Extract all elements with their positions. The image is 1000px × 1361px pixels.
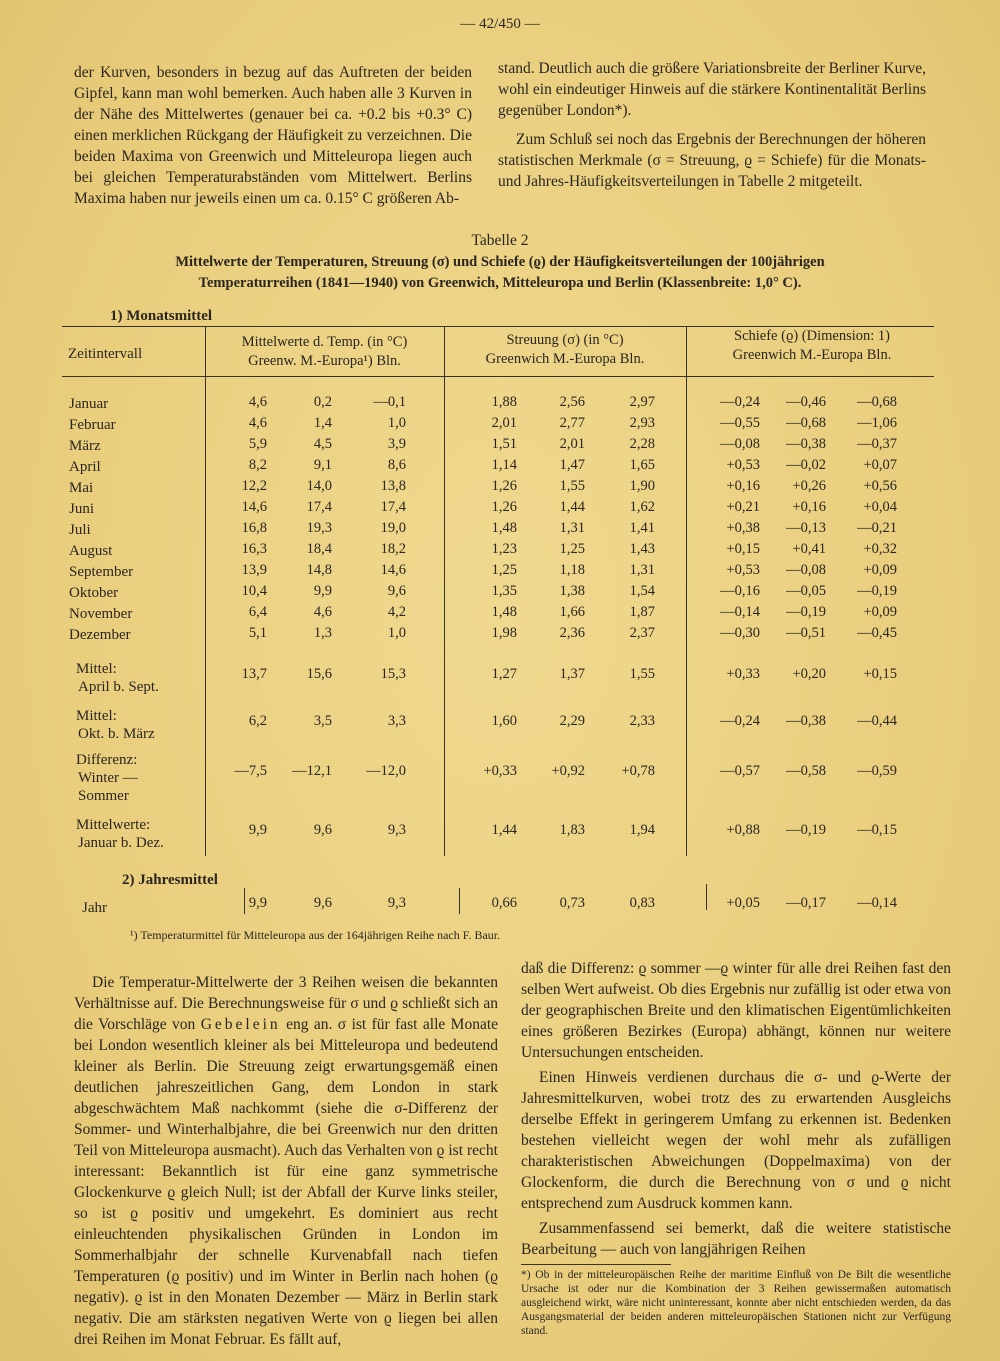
table-cell: 2,36 xyxy=(559,625,585,641)
header-schiefe-stations: Greenwich M.-Europa Bln. xyxy=(732,347,892,363)
table-cell: 0,73 xyxy=(559,895,585,911)
table-cell: —0,68 xyxy=(786,415,826,431)
table-cell: 1,38 xyxy=(559,583,585,599)
table-cell: 6,4 xyxy=(248,604,267,620)
table-cell: —0,14 xyxy=(720,604,760,620)
table-cell: —0,05 xyxy=(786,583,826,599)
table-cell: 4,6 xyxy=(313,604,332,620)
column-divider xyxy=(686,326,687,856)
table-cell: 5,1 xyxy=(248,625,267,641)
table-cell: 2,28 xyxy=(629,436,655,452)
table-cell: 1,55 xyxy=(559,478,585,494)
table-cell: 1,26 xyxy=(491,499,517,515)
page-footnote: *) Ob in der mitteleuropäischen Reihe der maritime Einfluß von De Bilt die wesentliche Ursache ist oder nur die Kombination der 3 Reihen gewissermaßen automatisch ausgleichend wirkt, wäre nicht uninteressant, konnte aber nicht entschieden werden, da das Ausgangsmaterial der beiden anderen mitteleuropäischen Stationen nicht zur Verfügung stand. xyxy=(521,1269,951,1337)
table-cell: 1,0 xyxy=(387,625,406,641)
table-cell: 10,4 xyxy=(241,583,267,599)
table-cell: 1,31 xyxy=(629,562,655,578)
table-cell: 1,31 xyxy=(559,520,585,536)
bottom-left-column xyxy=(74,972,498,1350)
table-cell: 16,8 xyxy=(241,520,267,536)
table-cell: 9,1 xyxy=(313,457,332,473)
table-cell: 19,0 xyxy=(380,520,406,536)
table-cell: 1,43 xyxy=(629,541,655,557)
table-cell: 1,35 xyxy=(491,583,517,599)
table-cell: —0,19 xyxy=(786,604,826,620)
table-cell: 5,9 xyxy=(248,436,267,452)
table-cell: +0,09 xyxy=(863,604,897,620)
table-cell: —0,46 xyxy=(786,394,826,410)
paragraph: der Kurven, besonders in bezug auf das Auftreten der beiden Gipfel, kann man wohl bemerken. Auch haben alle 3 Kurven in der Nähe des Mittelwertes (genauer bei ca. +0.2 bis +0.3° C) einen merklichen Rückgang der Häufigkeit zu verzeichnen. Die beiden Maxima von Greenwich und Mitteleuropa liegen auch bei gleichen Temperaturabständen vom Mittelwert. Berlins Maxima haben nur jeweils einen um ca. 0.15° C größeren Ab- xyxy=(74,64,472,207)
table-cell: —0,24 xyxy=(720,713,760,729)
table-cell: 2,77 xyxy=(559,415,585,431)
top-right-column xyxy=(498,58,926,192)
table-cell: +0,88 xyxy=(726,822,760,838)
table-cell: 1,23 xyxy=(491,541,517,557)
table-cell: +0,38 xyxy=(726,520,760,536)
table-cell: —0,38 xyxy=(786,436,826,452)
table-cell: 1,87 xyxy=(629,604,655,620)
table-cell: 9,6 xyxy=(313,895,332,911)
table-title-line-2: Temperaturreihen (1841—1940) von Greenwich, Mitteleuropa und Berlin (Klassenbreite: 1,0° C). xyxy=(198,275,802,291)
table-cell: —0,21 xyxy=(857,520,897,536)
table-cell: 13,7 xyxy=(241,666,267,682)
row-label: Januar xyxy=(69,396,109,412)
column-divider xyxy=(205,326,206,856)
table-cell: +0,53 xyxy=(726,457,760,473)
table-cell: 15,3 xyxy=(380,666,406,682)
table-cell: 0,2 xyxy=(313,394,332,410)
table-cell: 1,88 xyxy=(491,394,517,410)
table-cell: 9,3 xyxy=(387,822,406,838)
table-cell: 1,25 xyxy=(559,541,585,557)
table-cell: —0,24 xyxy=(720,394,760,410)
table-cell: 9,6 xyxy=(387,583,406,599)
table-cell: 1,4 xyxy=(313,415,332,431)
table-cell: +0,33 xyxy=(726,666,760,682)
table-label: Tabelle 2 xyxy=(471,232,529,249)
paragraph: Einen Hinweis verdienen durchaus die σ- und ϱ-Werte der Jahresmittelkurven, wobei trotz des zu erwartenden Ausgleichs derselbe Effekt in geringerem Umfang zu erkennen ist. Bedenken bestehen vielleicht wegen der wohl mehr als zufälligen charakteristischen Abweichungen (Doppelmaxima) von der Glockenform, die durch die Berechnung von σ und ϱ nicht entsprechend zum Ausdruck kommen kann. xyxy=(521,1069,951,1212)
header-schiefe: Schiefe (ϱ) (Dimension: 1) xyxy=(734,328,890,344)
table-cell: +0,53 xyxy=(726,562,760,578)
table-cell: —12,1 xyxy=(292,763,332,779)
table-cell: —0,51 xyxy=(786,625,826,641)
paragraph-text: eng an. σ ist für fast alle Monate bei London wesentlich kleiner als bei Mitteleuropa und bedeutend kleiner als Berlin. Die Streuung zeigt erwartungsgemäß einen deutlichen jahreszeitlichen Gang, dem London in stark abgeschwächtem Maß nachkommt (siehe die σ-Differenz der Sommer- und Winterhalbjahre, die bei Greenwich nur den dritten Teil von Mitteleuropa ausmacht). Auch das Verhalten von ϱ ist recht interessant: Bekanntlich ist für eine ganz symmetrische Glockenkurve ϱ gleich Null; ist der Abfall der Kurve links steiler, so ist ϱ positiv und umgekehrt. Es dominiert aus recht einleuchtenden physikalischen Gründen in London im Sommerhalbjahr der schnelle Kurvenabfall nach tiefen Temperaturen (ϱ positiv) und im Winter in Berlin nach hohen (ϱ negativ). ϱ ist in den Monaten Dezember — März in Berlin stark negativ. Die am stärksten negativen Werte von ϱ liegen bei allen drei Reihen im Monat Februar. Es fällt auf, xyxy=(74,1016,499,1348)
table-cell: 6,2 xyxy=(248,713,267,729)
table-cell: 2,01 xyxy=(491,415,517,431)
paragraph: daß die Differenz: ϱ sommer —ϱ winter für alle drei Reihen fast den selben Wert aufweist. Ob dies Ergebnis nur zufällig ist oder etwa von der geographischen Breite und den klimatischen Eigentümlichkeiten eines größeren Bezirkes (Europa) abhängt, können nur weitere Untersuchungen entscheiden. xyxy=(521,960,951,1061)
table-cell: 1,83 xyxy=(559,822,585,838)
table-cell: —0,13 xyxy=(786,520,826,536)
header-streuung-stations: Greenwich M.-Europa Bln. xyxy=(485,351,645,367)
table-cell: —0,19 xyxy=(786,822,826,838)
table-cell: 1,90 xyxy=(629,478,655,494)
table-cell: 1,48 xyxy=(491,520,517,536)
table-cell: 1,37 xyxy=(559,666,585,682)
row-label: Differenz: xyxy=(76,752,138,768)
table-cell: 2,37 xyxy=(629,625,655,641)
row-label: November xyxy=(69,606,133,622)
table-cell: —0,08 xyxy=(720,436,760,452)
row-label: Mai xyxy=(69,480,94,496)
table-cell: —0,08 xyxy=(786,562,826,578)
table-cell: —0,19 xyxy=(857,583,897,599)
bottom-right-column xyxy=(521,958,951,1338)
column-divider xyxy=(459,888,460,914)
table-cell: —0,38 xyxy=(786,713,826,729)
table-cell: 1,0 xyxy=(387,415,406,431)
table-cell: +0,20 xyxy=(792,666,826,682)
table-cell: —0,14 xyxy=(857,895,897,911)
top-left-column xyxy=(74,62,472,209)
table-cell: —0,37 xyxy=(857,436,897,452)
table-cell: —0,30 xyxy=(720,625,760,641)
table-cell: 14,6 xyxy=(241,499,267,515)
page-number: — 42/450 — xyxy=(460,16,540,32)
row-label: Juni xyxy=(69,501,95,517)
table-cell: 1,94 xyxy=(629,822,655,838)
table-cell: 9,6 xyxy=(313,822,332,838)
table-cell: +0,09 xyxy=(863,562,897,578)
paragraph xyxy=(74,972,498,1350)
table-cell: 4,2 xyxy=(387,604,406,620)
table-cell: —0,44 xyxy=(857,713,897,729)
table-cell: 2,93 xyxy=(629,415,655,431)
table-cell: —0,02 xyxy=(786,457,826,473)
table-title-line-1: Mittelwerte der Temperaturen, Streuung (σ) und Schiefe (ϱ) der Häufigkeitsverteilungen der 100jährigen xyxy=(175,254,825,270)
author-name: Gebelein xyxy=(200,1016,281,1033)
table-cell: 4,6 xyxy=(248,394,267,410)
table-cell: 1,66 xyxy=(559,604,585,620)
row-label: Juli xyxy=(69,522,91,538)
table-cell: —0,68 xyxy=(857,394,897,410)
column-divider xyxy=(706,884,707,910)
table-cell: 1,3 xyxy=(313,625,332,641)
table-cell: 0,66 xyxy=(491,895,517,911)
table-cell: 1,65 xyxy=(629,457,655,473)
table-footnote: ¹) Temperaturmittel für Mitteleuropa aus der 164jährigen Reihe nach F. Baur. xyxy=(130,928,501,942)
table-cell: 1,60 xyxy=(491,713,517,729)
table-cell: +0,92 xyxy=(551,763,585,779)
table-cell: +0,16 xyxy=(792,499,826,515)
row-label: September xyxy=(69,564,134,580)
table-cell: 2,29 xyxy=(559,713,585,729)
row-label: Jahr xyxy=(82,900,107,916)
table-cell: 1,26 xyxy=(491,478,517,494)
section-monatsmittel: 1) Monatsmittel xyxy=(110,308,213,324)
table-cell: 16,3 xyxy=(241,541,267,557)
table-cell: 1,48 xyxy=(491,604,517,620)
table-cell: +0,33 xyxy=(483,763,517,779)
table-cell: +0,04 xyxy=(863,499,897,515)
table-cell: +0,07 xyxy=(863,457,897,473)
table-cell: +0,16 xyxy=(726,478,760,494)
row-label: Winter — xyxy=(78,770,138,786)
table-cell: 18,2 xyxy=(380,541,406,557)
row-label: April xyxy=(69,459,101,475)
table-cell: 3,5 xyxy=(313,713,332,729)
row-label: Februar xyxy=(69,417,116,433)
table-cell: 12,2 xyxy=(241,478,267,494)
table-cell: 1,44 xyxy=(491,822,517,838)
row-label: Sommer xyxy=(78,788,129,804)
table-cell: —1,06 xyxy=(857,415,897,431)
table-cell: 1,54 xyxy=(629,583,655,599)
row-label: Mittelwerte: xyxy=(76,817,151,833)
table-cell: +0,15 xyxy=(726,541,760,557)
table-cell: 1,18 xyxy=(559,562,585,578)
table-rule xyxy=(62,376,934,377)
table-cell: 1,44 xyxy=(559,499,585,515)
table-cell: 4,5 xyxy=(313,436,332,452)
row-label: August xyxy=(69,543,113,559)
table-cell: 15,6 xyxy=(306,666,332,682)
table-cell: 8,6 xyxy=(387,457,406,473)
paragraph: Zusammenfassend sei bemerkt, daß die weitere statistische Bearbeitung — auch von langjährigen Reihen xyxy=(521,1220,951,1258)
table-cell: —0,16 xyxy=(720,583,760,599)
table-cell: +0,32 xyxy=(863,541,897,557)
table-cell: 1,25 xyxy=(491,562,517,578)
table-cell: 2,01 xyxy=(559,436,585,452)
table-cell: 19,3 xyxy=(306,520,332,536)
row-label: Januar b. Dez. xyxy=(78,835,164,851)
table-cell: 4,6 xyxy=(248,415,267,431)
table-cell: +0,56 xyxy=(863,478,897,494)
table-cell: —0,59 xyxy=(857,763,897,779)
table-cell: —0,15 xyxy=(857,822,897,838)
table-cell: +0,05 xyxy=(726,895,760,911)
column-divider xyxy=(244,888,245,914)
table-cell: +0,78 xyxy=(621,763,655,779)
header-zeitintervall: Zeitintervall xyxy=(68,346,143,362)
table-cell: —12,0 xyxy=(366,763,406,779)
row-label: Dezember xyxy=(69,627,131,643)
table-cell: 13,9 xyxy=(241,562,267,578)
table-cell: 9,9 xyxy=(248,895,267,911)
table-cell: —0,57 xyxy=(720,763,760,779)
table-cell: 1,27 xyxy=(491,666,517,682)
table-cell: +0,41 xyxy=(792,541,826,557)
table-cell: 13,8 xyxy=(380,478,406,494)
table-rule xyxy=(62,326,934,327)
header-streuung: Streuung (σ) (in °C) xyxy=(506,332,624,348)
row-label: April b. Sept. xyxy=(78,679,159,695)
paragraph-text: Die Temperatur-Mittelwerte der 3 Reihen weisen die bekannten Verhältnisse auf. Die Berechnungsweise für σ und ϱ schließt sich an die Vorschläge von xyxy=(74,974,498,1033)
table-cell: 1,62 xyxy=(629,499,655,515)
table-cell: 1,55 xyxy=(629,666,655,682)
table-cell: 3,9 xyxy=(387,436,406,452)
table-cell: 8,2 xyxy=(248,457,267,473)
row-label: Mittel: xyxy=(76,708,117,724)
table-cell: 9,9 xyxy=(248,822,267,838)
table-cell: 2,97 xyxy=(629,394,655,410)
table-cell: 9,9 xyxy=(313,583,332,599)
table-cell: —0,1 xyxy=(373,394,406,410)
row-label: Okt. b. März xyxy=(78,726,155,742)
row-label: Mittel: xyxy=(76,661,117,677)
table-cell: —0,58 xyxy=(786,763,826,779)
table-cell: 2,33 xyxy=(629,713,655,729)
paragraph: Zum Schluß sei noch das Ergebnis der Berechnungen der höheren statistischen Merkmale (σ = Streuung, ϱ = Schiefe) für die Monats- und Jahres-Häufigkeitsverteilungen in Tabelle 2 mitgeteilt. xyxy=(498,131,926,190)
row-label: Oktober xyxy=(69,585,119,601)
table-cell: —0,45 xyxy=(857,625,897,641)
table-cell: —0,17 xyxy=(786,895,826,911)
table-cell: 3,3 xyxy=(387,713,406,729)
row-label: März xyxy=(69,438,101,454)
table-cell: —0,55 xyxy=(720,415,760,431)
table-cell: 1,41 xyxy=(629,520,655,536)
table-cell: +0,26 xyxy=(792,478,826,494)
table-cell: 1,47 xyxy=(559,457,585,473)
table-cell: 1,98 xyxy=(491,625,517,641)
table-cell: 2,56 xyxy=(559,394,585,410)
table-cell: 1,51 xyxy=(491,436,517,452)
header-mittelwerte: Mittelwerte d. Temp. (in °C) xyxy=(241,334,408,350)
header-mittelwerte-stations: Greenw. M.-Europa¹) Bln. xyxy=(248,353,401,369)
table-cell: —7,5 xyxy=(234,763,267,779)
table-cell: 17,4 xyxy=(380,499,406,515)
section-jahresmittel: 2) Jahresmittel xyxy=(122,872,218,888)
table-cell: 0,83 xyxy=(629,895,655,911)
table-cell: 18,4 xyxy=(306,541,332,557)
paragraph: stand. Deutlich auch die größere Variationsbreite der Berliner Kurve, wohl ein eindeutiger Hinweis auf die stärkere Kontinentalität Berlins gegenüber London*). xyxy=(498,60,926,119)
column-divider xyxy=(444,326,445,856)
table-cell: 9,3 xyxy=(387,895,406,911)
table-cell: 14,6 xyxy=(380,562,406,578)
table-cell: 14,0 xyxy=(306,478,332,494)
table-cell: +0,15 xyxy=(863,666,897,682)
table-cell: +0,21 xyxy=(726,499,760,515)
footnote-rule xyxy=(521,1264,671,1265)
table-cell: 1,14 xyxy=(491,457,517,473)
table-cell: 14,8 xyxy=(306,562,332,578)
table-cell: 17,4 xyxy=(306,499,332,515)
